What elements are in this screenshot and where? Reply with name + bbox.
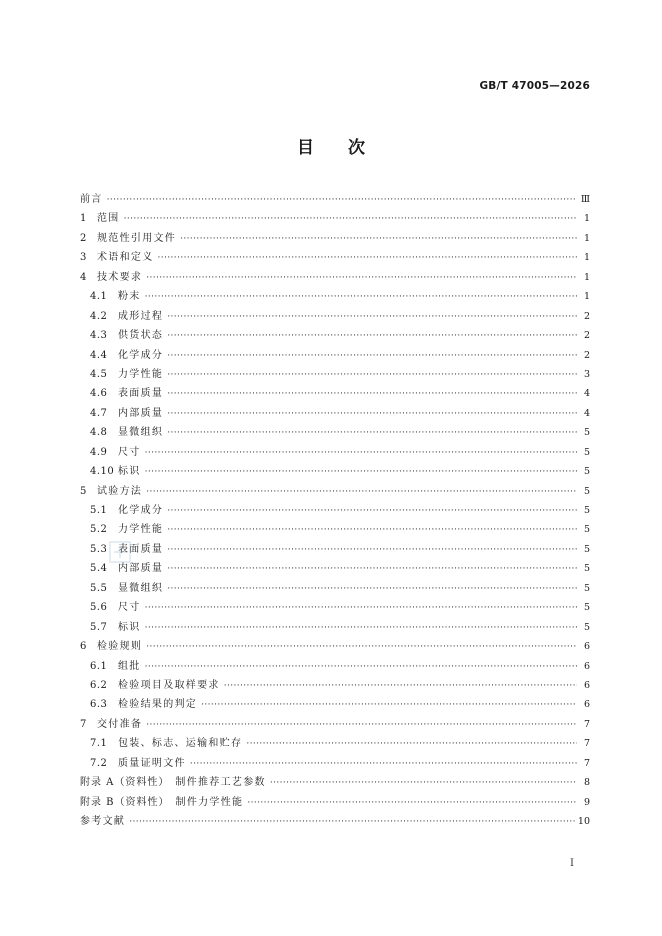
page-title: 目次 — [297, 138, 399, 158]
toc-dot-leader — [246, 735, 577, 754]
toc-entry-number: 4.7 — [90, 407, 108, 419]
toc-entry-page: 9 — [583, 796, 590, 808]
toc-dot-leader — [145, 658, 577, 677]
toc-dot-leader — [167, 385, 577, 404]
toc-entry[interactable] — [80, 443, 590, 462]
toc-entry[interactable] — [80, 365, 590, 384]
toc-entry-title: 参考文献 — [80, 816, 126, 827]
toc-dot-leader — [158, 249, 578, 268]
toc-entry-number: 4.5 — [90, 368, 108, 380]
toc-entry-title: 技术要求 — [97, 271, 143, 283]
toc-entry-number: 1 — [80, 213, 87, 225]
toc-entry-page: 1 — [583, 271, 590, 283]
toc-entry-title: 力学性能 — [118, 368, 164, 380]
toc-entry[interactable] — [80, 190, 590, 209]
toc-entry-number: 5.7 — [90, 621, 108, 633]
toc-dot-leader — [167, 541, 577, 560]
toc-entry-title: 范围 — [97, 213, 120, 225]
toc-dot-leader — [145, 288, 577, 307]
toc-entry-page: 5 — [583, 505, 590, 516]
toc-entry-title: 质量证明文件 — [118, 757, 186, 769]
toc-entry[interactable] — [80, 793, 590, 812]
toc-dot-leader — [167, 327, 577, 346]
toc-entry[interactable] — [80, 307, 590, 326]
toc-entry-number: 5 — [80, 485, 87, 497]
toc-entry-title: 粉末 — [118, 291, 141, 303]
toc-entry-page: 6 — [583, 641, 590, 653]
toc-entry-page: 5 — [583, 621, 590, 633]
toc-entry-title: 包装、标志、运输和贮存 — [118, 738, 243, 750]
toc-entry-page: 2 — [583, 330, 590, 342]
toc-dot-leader — [201, 696, 577, 715]
toc-entry[interactable] — [80, 618, 590, 637]
toc-dot-leader — [180, 230, 577, 249]
toc-entry-page: 4 — [583, 407, 590, 419]
toc-entry-appendix-label: 附录 B（资料性） — [80, 796, 170, 808]
toc-entry-number: 7 — [80, 718, 87, 730]
toc-entry-page: 5 — [583, 524, 590, 536]
toc-entry-number: 5.5 — [90, 582, 108, 594]
toc-entry-number: 6 — [80, 641, 87, 653]
toc-entry[interactable] — [80, 248, 590, 267]
toc-entry-page: 5 — [583, 543, 590, 555]
toc-dot-leader — [167, 424, 577, 443]
toc-entry[interactable] — [80, 559, 590, 578]
toc-entry[interactable] — [80, 754, 590, 773]
toc-dot-leader — [167, 502, 577, 521]
toc-entry-title: 成形过程 — [118, 310, 164, 322]
toc-dot-leader — [167, 521, 577, 540]
toc-entry-number: 4.8 — [90, 427, 108, 439]
toc-entry[interactable] — [80, 482, 590, 501]
toc-entry-number: 6.3 — [90, 699, 108, 711]
toc-entry[interactable] — [80, 695, 590, 714]
toc-entry-number: 4.6 — [90, 388, 108, 400]
toc-entry-title: 内部质量 — [118, 407, 164, 419]
toc-entry[interactable] — [80, 540, 590, 559]
toc-entry[interactable] — [80, 268, 590, 287]
toc-entry-number: 7.1 — [90, 738, 108, 750]
toc-dot-leader — [107, 191, 577, 210]
toc-entry[interactable] — [80, 209, 590, 228]
toc-entry-title: 力学性能 — [118, 524, 164, 536]
toc-dot-leader — [145, 463, 577, 482]
toc-entry[interactable] — [80, 812, 590, 831]
toc-entry[interactable] — [80, 462, 590, 481]
toc-entry[interactable] — [80, 657, 590, 676]
toc-entry-page: 4 — [583, 388, 590, 400]
toc-entry-page: 5 — [583, 582, 590, 594]
toc-entry[interactable] — [80, 404, 590, 423]
toc-entry-page: 5 — [583, 446, 590, 458]
standard-number: GB/T 47005—2026 — [479, 80, 590, 92]
toc-entry-title: 标识 — [118, 466, 141, 478]
toc-entry-page: 7 — [583, 718, 590, 730]
toc-entry[interactable] — [80, 423, 590, 442]
toc-entry[interactable] — [80, 346, 590, 365]
toc-entry-number: 7.2 — [90, 757, 108, 769]
toc-entry-title: 尺寸 — [118, 602, 141, 614]
toc-entry-number: 4.10 — [90, 466, 115, 478]
toc-entry-page: 5 — [583, 485, 590, 497]
toc-entry-page: 5 — [583, 427, 590, 439]
toc-entry[interactable] — [80, 637, 590, 656]
toc-entry[interactable] — [80, 734, 590, 753]
watermark-icon — [108, 540, 132, 564]
toc-entry-number: 4.9 — [90, 446, 108, 458]
toc-entry-page: 1 — [583, 213, 590, 225]
toc-entry-page: 1 — [583, 252, 590, 264]
toc-entry-number: 5.2 — [90, 524, 108, 536]
toc-entry[interactable] — [80, 384, 590, 403]
toc-entry-page: 5 — [583, 466, 590, 478]
toc-entry[interactable] — [80, 676, 590, 695]
toc-entry-number: 4 — [80, 271, 87, 283]
toc-dot-leader — [167, 405, 577, 424]
toc-entry-page: 1 — [583, 291, 590, 303]
toc-entry-number: 4.2 — [90, 310, 108, 322]
toc-entry-page: 3 — [583, 368, 590, 380]
toc-entry-title: 化学成分 — [118, 349, 164, 361]
toc-entry[interactable] — [80, 287, 590, 306]
toc-entry-number: 6.2 — [90, 679, 108, 691]
toc-entry-number: 4.3 — [90, 330, 108, 342]
toc-entry[interactable] — [80, 773, 590, 792]
toc-entry-page: 5 — [583, 563, 590, 575]
toc-entry-page: 6 — [583, 679, 590, 691]
toc-dot-leader — [129, 813, 575, 832]
toc-dot-leader — [270, 774, 577, 793]
toc-entry-page: 5 — [583, 602, 590, 614]
toc-dot-leader — [145, 599, 577, 618]
toc-entry-page: 6 — [583, 660, 590, 672]
toc-entry-number: 4.1 — [90, 291, 108, 303]
toc-dot-leader — [247, 794, 577, 813]
toc-dot-leader — [146, 269, 577, 288]
toc-entry-number: 3 — [80, 252, 87, 264]
toc-entry-number: 2 — [80, 232, 87, 244]
toc-entry-page: Ⅲ — [580, 194, 590, 205]
toc-entry-number: 5.3 — [90, 543, 108, 555]
toc-entry-title: 表面质量 — [118, 543, 164, 555]
toc-dot-leader — [167, 308, 577, 327]
toc-entry-page: 2 — [583, 349, 590, 361]
toc-dot-leader — [167, 366, 577, 385]
toc-entry-title: 制件推荐工艺参数 — [175, 777, 266, 789]
toc-entry-title: 检验结果的判定 — [118, 699, 198, 711]
toc-entry-title: 尺寸 — [118, 446, 141, 458]
toc-entry-title: 交付准备 — [97, 718, 143, 730]
toc-dot-leader — [145, 444, 577, 463]
toc-dot-leader — [190, 755, 577, 774]
toc-entry-page: 6 — [583, 699, 590, 711]
toc-entry[interactable] — [80, 715, 590, 734]
toc-entry-title: 供货状态 — [118, 330, 164, 342]
toc-entry[interactable] — [80, 520, 590, 539]
toc-entry-page: 7 — [583, 757, 590, 769]
toc-entry-title: 制件力学性能 — [175, 796, 244, 808]
toc-entry[interactable] — [80, 579, 590, 598]
page-number: Ⅰ — [570, 858, 574, 869]
toc-dot-leader — [146, 638, 577, 657]
toc-dot-leader — [145, 619, 577, 638]
toc-entry-number: 4.4 — [90, 349, 108, 361]
toc-entry-number: 5.6 — [90, 602, 108, 614]
toc-entry-page: 7 — [583, 738, 590, 750]
toc-entry[interactable] — [80, 326, 590, 345]
toc-dot-leader — [167, 580, 577, 599]
toc-entry-title: 显微组织 — [118, 427, 164, 439]
toc-entry-title: 前言 — [80, 194, 103, 205]
toc-dot-leader — [224, 677, 577, 696]
toc-entry-title: 检验规则 — [97, 641, 143, 653]
toc-entry-title: 标识 — [118, 621, 141, 633]
toc-entry-title: 表面质量 — [118, 388, 164, 400]
toc-entry-title: 试验方法 — [97, 485, 143, 497]
table-of-contents — [80, 190, 590, 831]
toc-entry-page: 10 — [577, 816, 590, 827]
toc-entry[interactable] — [80, 229, 590, 248]
toc-entry-title: 术语和定义 — [97, 252, 154, 264]
toc-entry-number: 5.4 — [90, 563, 108, 575]
toc-entry-number: 5.1 — [90, 505, 108, 516]
toc-dot-leader — [146, 483, 577, 502]
toc-entry-title: 检验项目及取样要求 — [118, 679, 220, 691]
toc-entry-title: 化学成分 — [118, 505, 164, 516]
toc-dot-leader — [167, 560, 577, 579]
toc-entry-page: 8 — [583, 777, 590, 789]
toc-dot-leader — [124, 210, 577, 229]
toc-entry-title: 组批 — [118, 660, 141, 672]
toc-entry-page: 2 — [583, 310, 590, 322]
toc-entry-number: 6.1 — [90, 660, 108, 672]
toc-dot-leader — [146, 716, 577, 735]
toc-entry[interactable] — [80, 501, 590, 520]
toc-dot-leader — [167, 347, 577, 366]
toc-entry-appendix-label: 附录 A（资料性） — [80, 777, 170, 789]
toc-entry[interactable] — [80, 598, 590, 617]
toc-entry-page: 1 — [583, 232, 590, 244]
toc-entry-title: 显微组织 — [118, 582, 164, 594]
toc-entry-title: 规范性引用文件 — [97, 232, 177, 244]
toc-entry-title: 内部质量 — [118, 563, 164, 575]
